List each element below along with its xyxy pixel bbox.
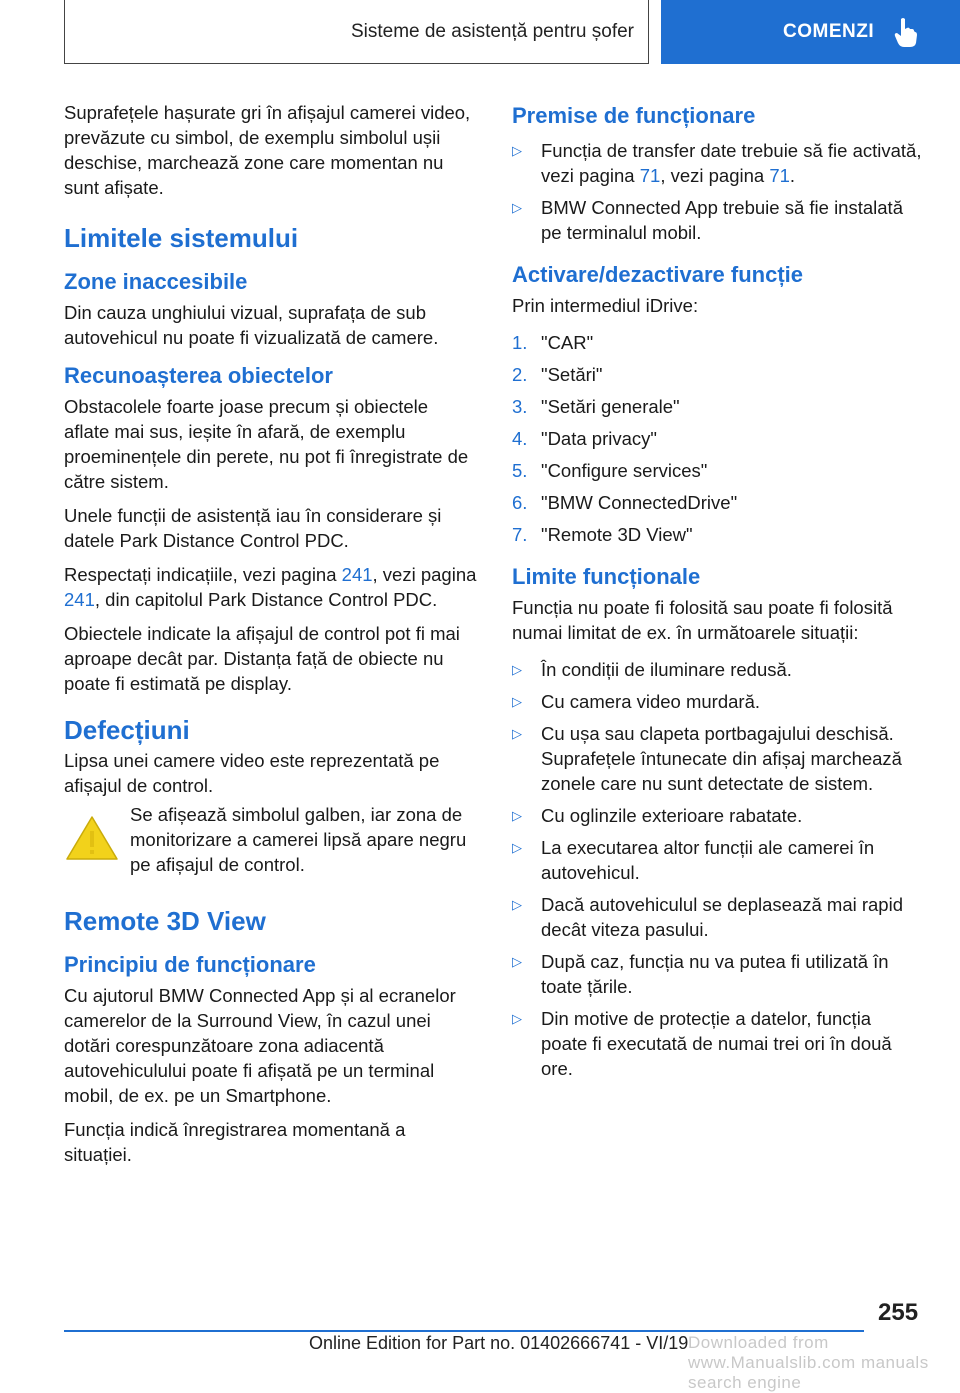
text-fragment: , vezi pagina bbox=[372, 564, 477, 585]
heading-inaccessible-zones: Zone inaccesibile bbox=[64, 269, 248, 294]
step-text: "Setări" bbox=[541, 364, 603, 385]
triangle-bullet-icon: ▷ bbox=[512, 954, 522, 969]
heading-prerequisites: Premise de funcționare bbox=[512, 103, 756, 128]
list-item-text: Cu ușa sau clapeta portbagajului deschisă. Suprafețele întunecate din afișaj marchează zonele care nu sunt detectate de sistem. bbox=[541, 723, 902, 794]
text-fragment: Funcția de transfer date trebuie să fie activată, vezi pagina bbox=[541, 140, 922, 186]
triangle-bullet-icon: ▷ bbox=[512, 662, 522, 677]
list-item bbox=[512, 892, 922, 942]
header-section-box bbox=[64, 0, 649, 64]
step-text: "Data privacy" bbox=[541, 428, 657, 449]
zones-paragraph: Din cauza unghiului vizual, suprafața de sub autovehicul nu poate fi vizualizată de camere. bbox=[64, 302, 439, 348]
page-link-71[interactable]: 71 bbox=[769, 165, 790, 186]
heading-operating-principle: Principiu de funcționare bbox=[64, 952, 316, 977]
list-item-text: La executarea altor funcții ale camerei în autovehicul. bbox=[541, 837, 875, 883]
triangle-bullet-icon: ▷ bbox=[512, 143, 522, 158]
triangle-bullet-icon: ▷ bbox=[512, 808, 522, 823]
list-item bbox=[512, 522, 922, 547]
list-item bbox=[512, 394, 922, 419]
triangle-bullet-icon: ▷ bbox=[512, 840, 522, 855]
heading-remote-3d-view: Remote 3D View bbox=[64, 906, 266, 936]
heading-faults: Defecțiuni bbox=[64, 715, 190, 745]
list-item bbox=[512, 138, 922, 188]
list-item-text bbox=[541, 138, 922, 188]
list-item bbox=[512, 490, 922, 515]
step-text: "Setări generale" bbox=[541, 396, 680, 417]
list-item-text: Cu camera video murdară. bbox=[541, 691, 761, 712]
step-text: "Configure services" bbox=[541, 460, 708, 481]
limits-list bbox=[512, 657, 922, 1081]
step-number: 3. bbox=[512, 396, 528, 417]
left-column bbox=[64, 100, 478, 1176]
step-number: 2. bbox=[512, 364, 528, 385]
heading-functional-limits: Limite funcționale bbox=[512, 564, 701, 589]
list-item-text: În condiții de iluminare redusă. bbox=[541, 659, 792, 680]
text-fragment: , din capitolul Park Distance Control PDC. bbox=[94, 589, 438, 610]
list-item-text: Dacă autovehiculul se deplasează mai rapid decât viteza pasului. bbox=[541, 894, 903, 940]
list-item bbox=[512, 689, 922, 714]
right-column bbox=[512, 100, 922, 1088]
faults-paragraph: Lipsa unei camere video este reprezentată pe afișajul de control. bbox=[64, 750, 440, 796]
intro-paragraph: Suprafețele hașurate gri în afișajul camerei video, prevăzute cu simbol, de exemplu simbolul ușii deschise, marchează zone care momentan nu sunt afișate. bbox=[64, 102, 471, 198]
page-link-241[interactable]: 241 bbox=[64, 589, 95, 610]
triangle-bullet-icon: ▷ bbox=[512, 897, 522, 912]
text-fragment: . bbox=[789, 165, 796, 186]
list-item-text: După caz, funcția nu va putea fi utilizată în toate țările. bbox=[541, 951, 889, 997]
page-number: 255 bbox=[878, 1299, 919, 1326]
step-text: "CAR" bbox=[541, 332, 594, 353]
recognition-paragraph-2: Unele funcții de asistență iau în considerare și datele Park Distance Control PDC. bbox=[64, 505, 442, 551]
heading-system-limits: Limitele sistemului bbox=[64, 223, 299, 253]
triangle-bullet-icon: ▷ bbox=[512, 200, 522, 215]
list-item bbox=[512, 721, 922, 796]
list-item bbox=[512, 195, 922, 245]
list-item bbox=[512, 362, 922, 387]
triangle-bullet-icon: ▷ bbox=[512, 694, 522, 709]
list-item-text: Din motive de protecție a datelor, funcția poate fi executată de numai trei ori în două ore. bbox=[541, 1008, 892, 1079]
step-text: "BMW ConnectedDrive" bbox=[541, 492, 738, 513]
list-item bbox=[512, 426, 922, 451]
heading-object-recognition: Recunoașterea obiectelor bbox=[64, 363, 333, 388]
recognition-paragraph-4: Obiectele indicate la afișajul de control pot fi mai aproape decât par. Distanța față de obiecte nu poate fi estimată pe display. bbox=[64, 623, 460, 694]
warning-note bbox=[64, 802, 478, 877]
warning-triangle-icon bbox=[64, 814, 120, 862]
recognition-paragraph-1: Obstacolele foarte joase precum și obiectele aflate mai sus, ieșite în afară, de exemplu proeminențele din perete, nu pot fi înregistrate de către sistem. bbox=[64, 396, 469, 492]
list-item bbox=[512, 1006, 922, 1081]
list-item-text: Cu oglinzile exterioare rabatate. bbox=[541, 805, 803, 826]
list-item-text: BMW Connected App trebuie să fie instalată pe terminalul mobil. bbox=[541, 197, 903, 243]
list-item bbox=[512, 330, 922, 355]
hand-pointer-icon bbox=[894, 17, 918, 47]
warning-text: Se afișează simbolul galben, iar zona de monitorizare a camerei lipsă apare negru pe afișajul de control. bbox=[130, 804, 467, 875]
list-item bbox=[512, 949, 922, 999]
triangle-bullet-icon: ▷ bbox=[512, 1011, 522, 1026]
step-number: 6. bbox=[512, 492, 528, 513]
step-number: 4. bbox=[512, 428, 528, 449]
text-fragment: , vezi pagina bbox=[660, 165, 770, 186]
footer-divider bbox=[64, 1330, 864, 1332]
heading-activate-deactivate: Activare/dezactivare funcție bbox=[512, 262, 804, 287]
principle-paragraph-2: Funcția indică înregistrarea momentană a situației. bbox=[64, 1119, 406, 1165]
limits-intro: Funcția nu poate fi folosită sau poate fi folosită numai limitat de ex. în următoarele situații: bbox=[512, 597, 893, 643]
activation-steps bbox=[512, 330, 922, 547]
prerequisites-list bbox=[512, 138, 922, 245]
principle-paragraph-1: Cu ajutorul BMW Connected App și al ecranelor camerelor de la Surround View, în cazul unei dotări corespunzătoare zona adiacentă autovehiculului poate fi afișată pe un terminal mobil, de ex. pe un Smartphone. bbox=[64, 985, 456, 1106]
activate-intro: Prin intermediul iDrive: bbox=[512, 295, 699, 316]
step-text: "Remote 3D View" bbox=[541, 524, 693, 545]
step-number: 7. bbox=[512, 524, 528, 545]
list-item bbox=[512, 835, 922, 885]
step-number: 1. bbox=[512, 332, 528, 353]
footer-edition: Online Edition for Part no. 01402666741 - VI/19 bbox=[309, 1333, 689, 1353]
watermark: Downloaded from www.Manualslib.com manuals search engine bbox=[688, 1333, 929, 1392]
triangle-bullet-icon: ▷ bbox=[512, 726, 522, 741]
text-fragment: Respectați indicațiile, vezi pagina bbox=[64, 564, 342, 585]
header-section-title: Sisteme de asistență pentru șofer bbox=[350, 20, 634, 42]
list-item bbox=[512, 657, 922, 682]
step-number: 5. bbox=[512, 460, 528, 481]
page-link-241[interactable]: 241 bbox=[341, 564, 373, 585]
header-chapter-tab[interactable] bbox=[661, 0, 960, 64]
header-chapter-label: COMENZI bbox=[783, 21, 875, 42]
list-item bbox=[512, 458, 922, 483]
recognition-paragraph-3 bbox=[64, 562, 478, 612]
page-link-71[interactable]: 71 bbox=[639, 165, 661, 186]
list-item bbox=[512, 803, 922, 828]
